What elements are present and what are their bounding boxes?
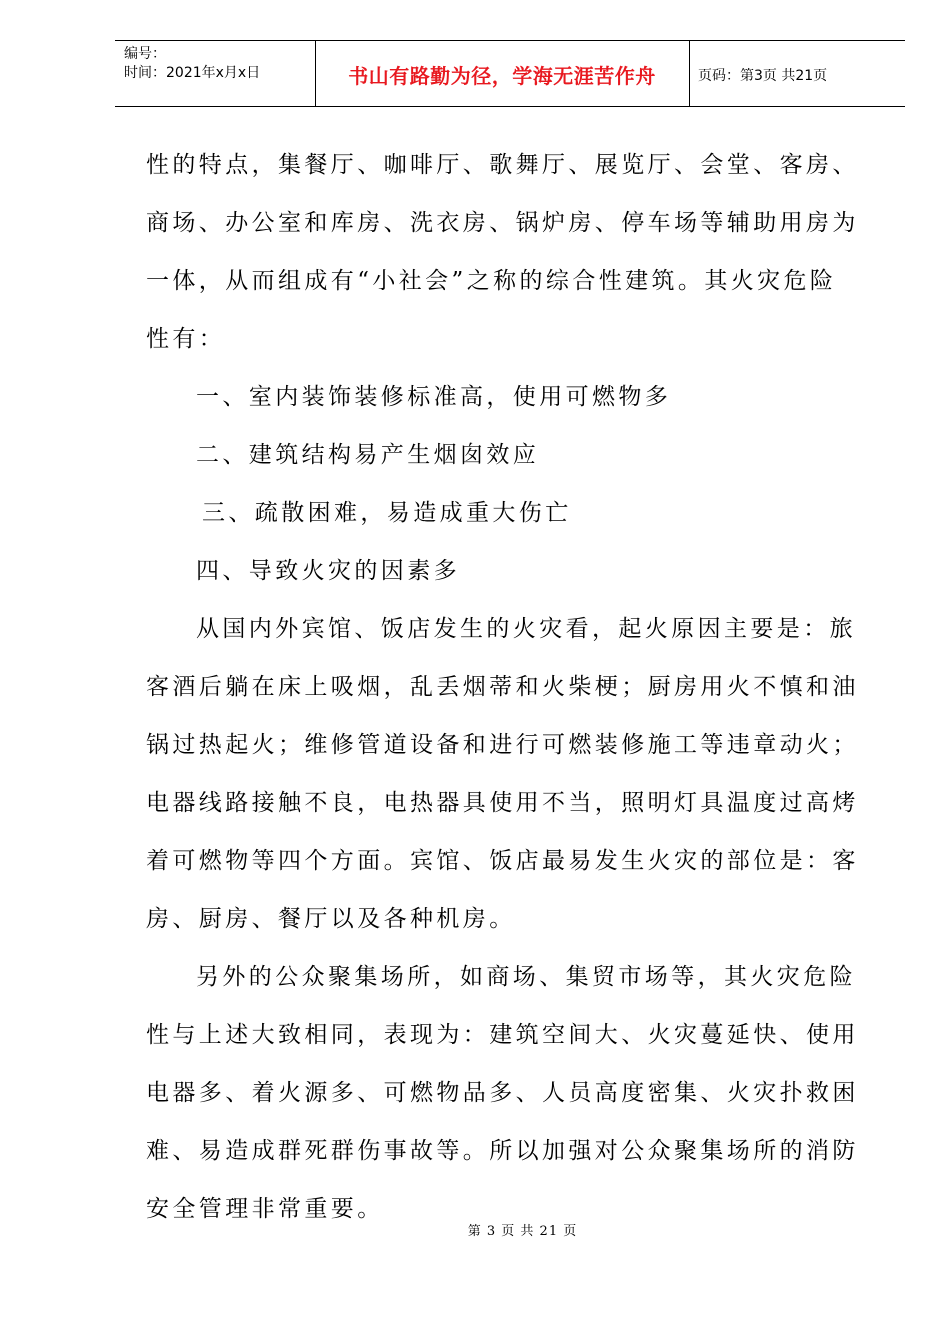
list-item-3: 三、疏散困难，易造成重大伤亡 <box>202 500 572 526</box>
time-label: 时间：2021年x月x日 <box>124 65 261 81</box>
header-motto: 书山有路勤为径，学海无涯苦作舟 <box>348 64 656 88</box>
paragraph-public-places: 另外的公众聚集场所，如商场、集贸市场等，其火灾危险性与上述大致相同，表现为：建筑空间大、火灾蔓延快、使用电器多、着火源多、可燃物品多、人员高度密集、火灾扑救困难、易造成群死群伤事故等。所以加强对公众聚集场所的消防安全管理非常重要。 <box>146 964 859 1222</box>
document-body <box>146 136 862 1238</box>
list-item-1: 一、室内装饰装修标准高，使用可燃物多 <box>196 384 672 410</box>
list-item-4: 四、导致火灾的因素多 <box>196 558 460 584</box>
paragraph-causes: 从国内外宾馆、饭店发生的火灾看，起火原因主要是：旅客酒后躺在床上吸烟，乱丢烟蒂和火柴梗；厨房用火不慎和油锅过热起火；维修管道设备和进行可燃装修施工等违章动火；电器线路接触不良，电热器具使用不当，照明灯具温度过高烤着可燃物等四个方面。宾馆、饭店最易发生火灾的部位是：客房、厨房、餐厅以及各种机房。 <box>146 616 859 932</box>
header-page-info: 页码：第3页 共21页 <box>698 67 828 84</box>
page-footer: 第 3 页 共 21 页 <box>467 1224 578 1239</box>
header-meta <box>124 45 260 83</box>
serial-label: 编号： <box>124 46 166 62</box>
paragraph-intro: 性的特点，集餐厅、咖啡厅、歌舞厅、展览厅、会堂、客房、商场、办公室和库房、洗衣房、锅炉房、停车场等辅助用房为一体，从而组成有“小社会”之称的综合性建筑。其火灾危险性有： <box>146 152 859 352</box>
list-item-2: 二、建筑结构易产生烟囱效应 <box>196 442 540 468</box>
page-header <box>115 40 905 107</box>
